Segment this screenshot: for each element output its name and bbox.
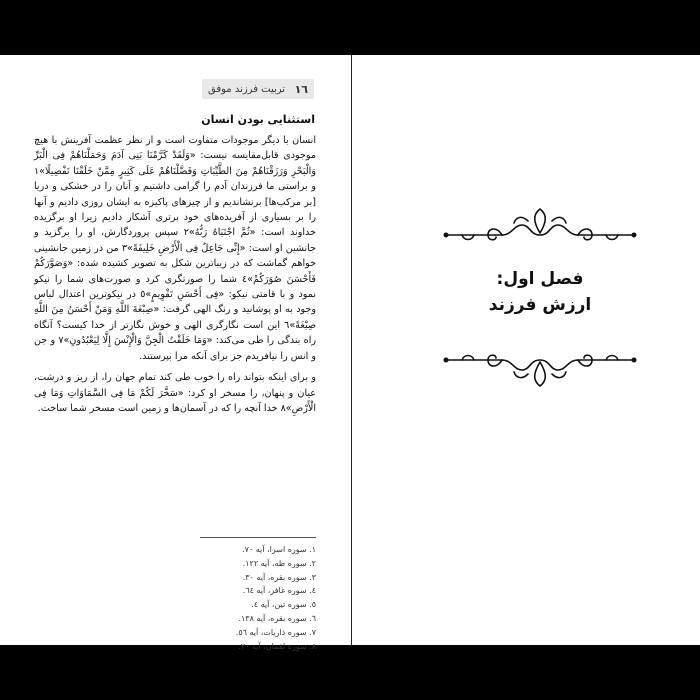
footnote: ٧. سوره ذاریات، آیه ٥٦. — [235, 627, 316, 637]
chapter-label: فصل اول: — [496, 269, 584, 289]
footnote: ٥. سوره تین، آیه ٤. — [251, 600, 316, 610]
section-title: استثنایی بودن انسان — [201, 113, 315, 126]
paragraph: و برای اینکه بتواند راه را خوب طی کند تمام جهان را، از ریز و درشت، عیان و پنهان، را مسخر او کرد: «سَخَّرَ لَکُمْ مَا فِی السَّمَاوَاتِ وَمَا فِی الْأَرْضِ»٨ خدا آنچه را که در آسمان‌ها و زمین است مسخر شما ساخت. — [34, 372, 316, 414]
footnote: ٣. سوره بقره، آیه ٣٠. — [242, 572, 316, 582]
footnote: ٢. سوره طه، آیه ١٢٢. — [242, 558, 316, 568]
left-page — [0, 55, 351, 651]
footnote: ٨. سوره لقمان، آیه ٢٠. — [238, 641, 316, 651]
running-header — [202, 79, 314, 99]
right-page — [352, 55, 700, 645]
footnote: ٤. سوره غافر، آیه ٦٤. — [242, 586, 316, 596]
flourish-ornament-top — [442, 205, 638, 245]
footnotes — [190, 543, 316, 653]
flourish-ornament-bottom — [442, 350, 638, 390]
page-number: ١٦ — [294, 82, 308, 96]
chapter-title: ارزش فرزند — [488, 295, 592, 315]
paragraph: انسان با دیگر موجودات متفاوت است و از نظر عظمت آفرینش با هیچ موجودی قابل‌مقایسه نیست: «وَلَقَدْ کَرَّمْنَا بَنِی آدَمَ وَحَمَلْنَاهُمْ فِی الْبَرِّ وَالْبَحْرِ وَرَزَقْنَاهُمْ مِنَ الطَّیِّبَاتِ وَفَضَّلْنَاهُمْ عَلَى کَثِیرٍ مِمَّنْ خَلَقْنَا تَفْضِیلًا»١ و براستی ما فرزندان آدم را گرامی داشتیم و آنان را در خشکی و دریا [بر مرکب‌ها] برنشاندیم و از چیزهای پاکیزه به ایشان روزی دادیم و آنها را بر بسیاری از آفریده‌های خود برتری آشکار دادیم زیرا او برگزیده خداوند است: «ثُمَّ اجْتَبَاهُ رَبُّهُ»٢ سپس پروردگارش، او را برگزید و جانشین او است: «إِنِّی جَاعِلٌ فِی الْأَرْضِ خَلِیفَةً»٣ من در زمین جانشینی خواهم گماشت که در زیباترین شکل به تصویر کشیده شده: «وَصَوَّرَکُمْ فَأَحْسَنَ صُوَرَکُمْ»٤ شما را صورتگری کرد و صورت‌های شما را نیکو نمود و با قامتی نیکو: «فِی أَحْسَنِ تَقْوِیمٍ»٥ در نیکوترین اعتدال لباس وجود به او پوشانید و رنگ الهی گرفت: «صِبْغَةَ اللَّهِ وَمَنْ أَحْسَنُ مِنَ اللَّهِ صِبْغَةً»٦ این است نگارگری الهی و خوش نگارتر از خدا کیست؟ آنگاه راه بندگی را طی می‌کند: «وَمَا خَلَقْتُ الْجِنَّ وَالْإِنْسَ إِلَّا لِیَعْبُدُونِ»٧ و جن و انس را نیافریدم جز برای آنکه مرا بپرستند. — [34, 135, 316, 362]
footnote: ٦. سوره بقره، آیه ١٣٨. — [238, 613, 316, 623]
footnote: ١. سوره اسرا، آیه ٧٠. — [242, 545, 316, 554]
footnote-divider — [200, 537, 316, 538]
running-title: تربیت فرزند موفق — [208, 83, 286, 95]
body-text — [34, 133, 316, 422]
book-spread — [0, 55, 700, 651]
